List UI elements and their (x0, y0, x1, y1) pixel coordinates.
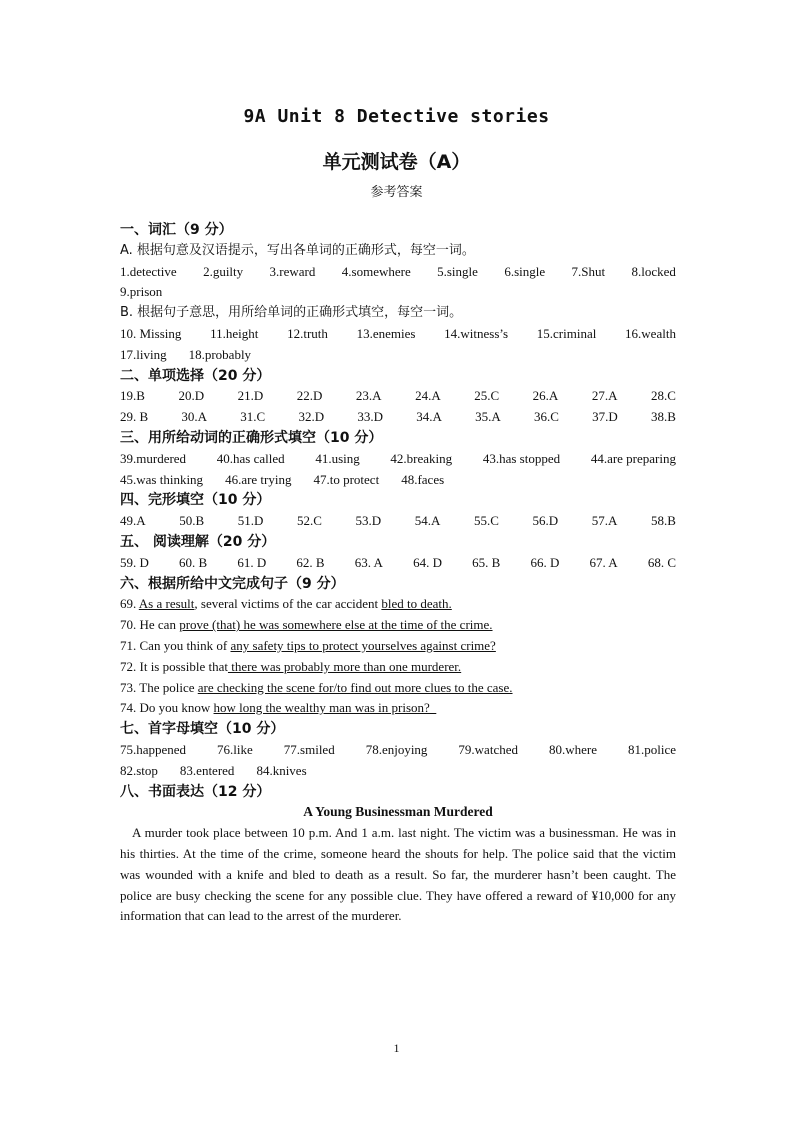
answer-row (120, 386, 676, 407)
answer-item: 43.has stopped (482, 450, 561, 466)
answer-item: 23.A (355, 388, 382, 404)
answer-item: 29. B (120, 409, 149, 425)
answer-item: 82.stop (120, 762, 158, 778)
answer-item: 11.height (210, 325, 259, 341)
answer-item: 63. A (354, 554, 383, 570)
answer-item: 7.Shut (571, 263, 606, 279)
answer-item: 51.D (237, 513, 264, 529)
answer-item: 30.A (181, 409, 208, 425)
answer-item: 56.D (532, 513, 559, 529)
section-heading-initial-letters: 七、首字母填空（10 分） (120, 721, 285, 738)
section-heading-sentence-completion: 六、根据所给中文完成句子（9 分） (120, 575, 345, 592)
answer-item: 81.police (627, 741, 676, 757)
answer-item: 47.to protect (313, 471, 380, 487)
document-subtitle: 单元测试卷（A） (322, 151, 471, 173)
sentence-70 (120, 615, 676, 636)
answer-item: 84.knives (256, 762, 307, 778)
answer-item: 18.probably (188, 346, 252, 362)
answer-item: 68. C (647, 554, 676, 570)
section-heading-reading: 五、 阅读理解（20 分） (120, 533, 276, 550)
answer-item: 50.B (179, 513, 205, 529)
answer-item: 79.watched (458, 741, 518, 757)
answer-item: 66. D (530, 554, 560, 570)
answer-underline: are checking the scene for/to find out more clues to the case. (197, 679, 513, 695)
sentence-73 (120, 678, 676, 699)
answer-item: 8.locked (631, 263, 676, 279)
answer-item: 38.B (650, 409, 676, 425)
answer-item: 77.smiled (283, 741, 335, 757)
answer-item: 24.A (415, 388, 441, 404)
answer-item: 58.B (650, 513, 676, 529)
answer-item: 3.reward (269, 263, 316, 279)
sentence-text: 70. He can (120, 617, 180, 633)
answer-item: 10. Missing (120, 325, 182, 341)
answer-item: 1.detective (120, 263, 177, 279)
answer-item: 6.single (504, 263, 546, 279)
answer-item: 45.was thinking (120, 471, 204, 487)
answer-item: 20.D (178, 388, 205, 404)
answer-underline: As a result (138, 596, 195, 612)
answer-underline: bled to death. (381, 596, 452, 612)
part-b-instruction: B. 根据句子意思，用所给单词的正确形式填空，每空一词。 (120, 305, 463, 321)
sentence-text: 69. (120, 596, 139, 612)
answer-item: 52.C (296, 513, 322, 529)
answer-item: 27.A (591, 388, 618, 404)
answer-item: 83.entered (179, 762, 235, 778)
answer-item: 60. B (179, 554, 208, 570)
answer-row (120, 761, 676, 782)
answer-item: 59. D (120, 554, 149, 570)
section-heading-verb-forms: 三、用所给动词的正确形式填空（10 分） (120, 429, 383, 446)
section-heading-writing: 八、书面表达（12 分） (120, 783, 271, 800)
answer-item: 26.A (532, 388, 559, 404)
answer-content (120, 220, 676, 927)
answer-item: 21.D (237, 388, 264, 404)
answer-item: 2.guilty (203, 263, 244, 279)
sentence-text: 72. It is possible that (120, 658, 228, 674)
answer-row (120, 345, 676, 366)
answer-row (120, 553, 676, 574)
answer-item: 25.C (474, 388, 500, 404)
answer-item: 37.D (592, 409, 618, 425)
answer-item: 34.A (416, 409, 442, 425)
answer-item: 80.where (548, 741, 597, 757)
answer-item: 16.wealth (625, 325, 676, 341)
answer-item: 31.C (240, 409, 266, 425)
answer-item: 67. A (589, 554, 618, 570)
answer-row (120, 262, 676, 283)
sentence-71 (120, 636, 676, 657)
essay-body: A murder took place between 10 p.m. And 1 a.m. last night. The victim was a businessman. He was in his thirties. At the time of the crime, someone heard the shouts for help. The police said that the victim was wounded with a knife and bled to death as a result. So far, the murderer hasn’t been caught. The police are busy checking the scene for any possible clue. They have offered a reward of ¥10,000 for any information that can lead to the arrest of the murderer. (120, 825, 676, 924)
answer-row (120, 324, 676, 345)
answer-row (120, 449, 676, 470)
section-heading-multiple-choice: 二、单项选择（20 分） (120, 367, 271, 384)
answer-underline: any safety tips to protect yourselves against crime? (230, 637, 496, 653)
answer-item: 62. B (296, 554, 325, 570)
answer-item: 17.living (120, 346, 167, 362)
document-title: 9A Unit 8 Detective stories (243, 106, 550, 127)
answer-item: 53.D (355, 513, 382, 529)
answer-item: 15.criminal (536, 325, 597, 341)
sentence-text: 73. The police (120, 679, 198, 695)
answer-row (120, 740, 676, 761)
answer-underline: there was probably more than one murderer. (227, 658, 462, 674)
essay-title: A Young Businessman Murdered (303, 804, 493, 820)
answer-item: 12.truth (287, 325, 328, 341)
answer-item: 41.using (315, 450, 360, 466)
answer-row (120, 511, 676, 532)
answer-item: 42.breaking (390, 450, 453, 466)
answer-item: 57.A (591, 513, 618, 529)
answer-item: 61. D (237, 554, 267, 570)
answer-row (120, 282, 676, 303)
answer-underline: how long the wealthy man was in prison? (213, 700, 437, 716)
sentence-69 (120, 594, 676, 615)
answer-item: 65. B (472, 554, 501, 570)
sentence-text: , several victims of the car accident (194, 596, 382, 612)
sentence-72 (120, 657, 676, 678)
answer-row (120, 470, 676, 491)
answer-item: 46.are trying (225, 471, 292, 487)
part-a-instruction: A. 根据句意及汉语提示，写出各单词的正确形式，每空一词。 (120, 242, 475, 258)
answer-key-label: 参考答案 (370, 185, 423, 200)
answer-item: 13.enemies (356, 325, 416, 341)
answer-item: 9.prison (120, 284, 163, 300)
answer-item: 36.C (533, 409, 559, 425)
answer-item: 4.somewhere (341, 263, 411, 279)
answer-item: 33.D (357, 409, 383, 425)
answer-item: 39.murdered (120, 450, 187, 466)
answer-item: 44.are preparing (590, 450, 676, 466)
answer-item: 48.faces (401, 471, 445, 487)
answer-item: 5.single (437, 263, 478, 279)
answer-item: 55.C (473, 513, 499, 529)
answer-item: 28.C (650, 388, 676, 404)
section-heading-cloze: 四、完形填空（10 分） (120, 492, 271, 509)
answer-item: 19.B (120, 388, 145, 404)
page-number: 1 (393, 1041, 400, 1055)
answer-item: 76.like (217, 741, 253, 757)
answer-underline: prove (that) he was somewhere else at the time of the crime. (179, 617, 493, 633)
answer-item: 14.witness’s (444, 325, 509, 341)
answer-item: 35.A (475, 409, 501, 425)
sentence-text: 71. Can you think of (120, 637, 231, 653)
answer-item: 40.has called (216, 450, 285, 466)
answer-item: 78.enjoying (365, 741, 428, 757)
answer-item: 32.D (298, 409, 325, 425)
sentence-74 (120, 698, 676, 719)
answer-item: 75.happened (120, 741, 187, 757)
answer-item: 54.A (414, 513, 441, 529)
answer-item: 64. D (413, 554, 442, 570)
section-heading-vocabulary: 一、词汇（9 分） (120, 222, 233, 238)
sentence-text: 74. Do you know (120, 700, 214, 716)
answer-row (120, 407, 676, 428)
answer-item: 22.D (296, 388, 323, 404)
answer-item: 49.A (120, 513, 146, 529)
